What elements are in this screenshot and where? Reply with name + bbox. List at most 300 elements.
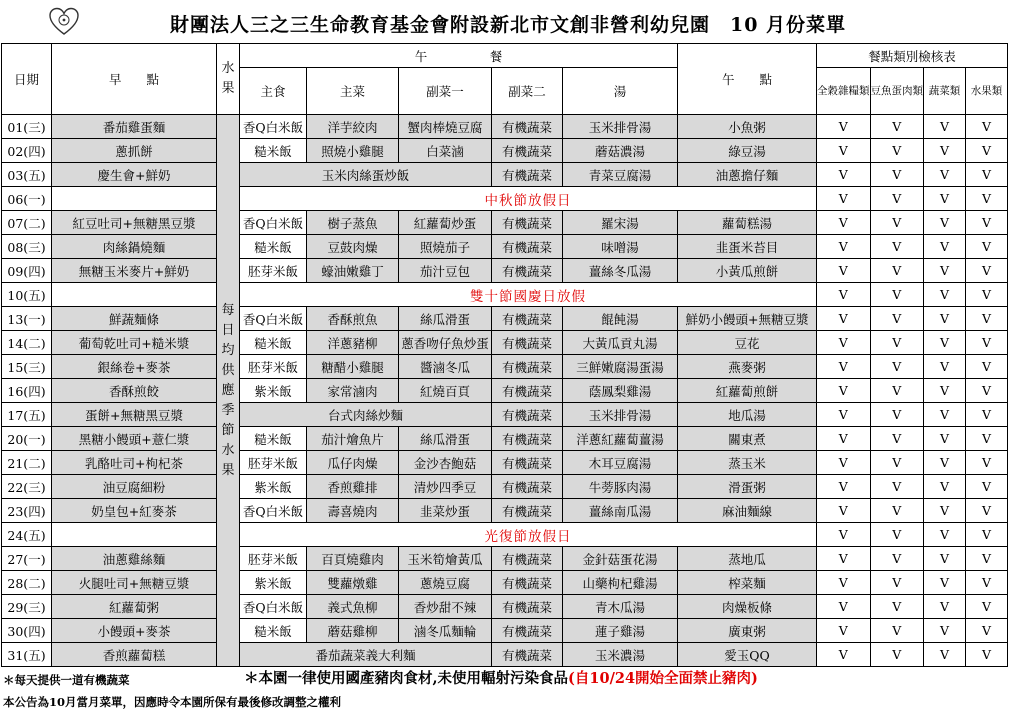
- check-grains-cell: V: [817, 379, 871, 403]
- soup-cell: 木耳豆腐湯: [563, 451, 678, 475]
- snack-cell: 蒸玉米: [678, 451, 817, 475]
- fruit-note: 每 日 均 供 應 季 節 水 果: [221, 302, 235, 478]
- soup-cell: 牛蒡豚肉湯: [563, 475, 678, 499]
- side2-cell: 有機蔬菜: [492, 115, 563, 139]
- menu-row: [2, 643, 1008, 667]
- check-protein-cell: V: [870, 259, 924, 283]
- check-grains-cell: V: [817, 139, 871, 163]
- side1-cell: 紅燒百頁: [399, 379, 492, 403]
- snack-cell: 愛玉QQ: [678, 643, 817, 667]
- check-protein-cell: V: [870, 307, 924, 331]
- side1-cell: 蟹肉棒燒豆腐: [399, 115, 492, 139]
- soup-cell: 蘑菇濃湯: [563, 139, 678, 163]
- side1-cell: 玉米筍燴黃瓜: [399, 547, 492, 571]
- holiday-row: [2, 283, 1008, 307]
- soup-cell: 金針菇蛋花湯: [563, 547, 678, 571]
- side1-cell: 白菜滷: [399, 139, 492, 163]
- soup-header: 湯: [563, 68, 678, 115]
- date-cell: 23(四): [2, 499, 52, 523]
- check-grains-cell: V: [817, 259, 871, 283]
- breakfast-cell: 葡萄乾吐司+糙米漿: [52, 331, 217, 355]
- snack-cell: 紅蘿蔔煎餅: [678, 379, 817, 403]
- date-cell: 17(五): [2, 403, 52, 427]
- date-cell: 28(二): [2, 571, 52, 595]
- pork-note-text: ＊本園一律使用國產豬肉食材,未使用輻射污染食品: [244, 670, 569, 687]
- pork-note: [244, 667, 758, 688]
- staple-header: 主食: [240, 68, 307, 115]
- check-protein-cell: V: [870, 187, 924, 211]
- main-cell: 瓜仔肉燥: [307, 451, 399, 475]
- breakfast-cell: 肉絲鍋燒麵: [52, 235, 217, 259]
- check-grains-cell: V: [817, 427, 871, 451]
- side2-cell: 有機蔬菜: [492, 163, 563, 187]
- breakfast-cell: 乳酪吐司+枸杞茶: [52, 451, 217, 475]
- check-protein-cell: V: [870, 523, 924, 547]
- check-grains-cell: V: [817, 163, 871, 187]
- soup-cell: 大黃瓜貢丸湯: [563, 331, 678, 355]
- main-cell: 香煎雞排: [307, 475, 399, 499]
- date-cell: 07(二): [2, 211, 52, 235]
- check-fruit-cell: V: [966, 307, 1008, 331]
- check-vegetable-cell: V: [924, 283, 966, 307]
- menu-row: [2, 595, 1008, 619]
- check-protein-cell: V: [870, 499, 924, 523]
- menu-row: [2, 211, 1008, 235]
- side2-cell: 有機蔬菜: [492, 619, 563, 643]
- snack-cell: 蘿蔔糕湯: [678, 211, 817, 235]
- breakfast-cell: [52, 283, 217, 307]
- breakfast-cell: 紅蘿蔔粥: [52, 595, 217, 619]
- staple-cell: 糙米飯: [240, 331, 307, 355]
- breakfast-cell: 銀絲卷+麥茶: [52, 355, 217, 379]
- side2-cell: 有機蔬菜: [492, 547, 563, 571]
- menu-row: [2, 115, 1008, 139]
- breakfast-cell: 奶皇包+紅麥茶: [52, 499, 217, 523]
- check-vegetable-cell: V: [924, 331, 966, 355]
- side1-cell: 照燒茄子: [399, 235, 492, 259]
- foundation-logo: [49, 7, 79, 37]
- check-fruit-cell: V: [966, 427, 1008, 451]
- side2-cell: 有機蔬菜: [492, 595, 563, 619]
- date-cell: 03(五): [2, 163, 52, 187]
- staple-cell: 香Q白米飯: [240, 307, 307, 331]
- main-cell: 糖醋小雞腿: [307, 355, 399, 379]
- check-protein-cell: V: [870, 163, 924, 187]
- menu-row: [2, 499, 1008, 523]
- staple-cell: 香Q白米飯: [240, 211, 307, 235]
- date-cell: 22(三): [2, 475, 52, 499]
- check-protein-cell: V: [870, 643, 924, 667]
- soup-cell: 玉米濃湯: [563, 643, 678, 667]
- breakfast-cell: [52, 523, 217, 547]
- check-protein-cell: V: [870, 283, 924, 307]
- menu-row: [2, 139, 1008, 163]
- check-protein-cell: V: [870, 451, 924, 475]
- check-grains-cell: V: [817, 619, 871, 643]
- main-cell: 蠔油嫩雞丁: [307, 259, 399, 283]
- soup-cell: 玉米排骨湯: [563, 115, 678, 139]
- snack-cell: 蒸地瓜: [678, 547, 817, 571]
- date-cell: 14(二): [2, 331, 52, 355]
- soup-cell: 青菜豆腐湯: [563, 163, 678, 187]
- check-fruit-cell: V: [966, 451, 1008, 475]
- date-cell: 02(四): [2, 139, 52, 163]
- soup-cell: 蓮子雞湯: [563, 619, 678, 643]
- check-vegetable-cell: V: [924, 451, 966, 475]
- check-vegetable-cell: V: [924, 499, 966, 523]
- breakfast-header: 早 點: [52, 44, 217, 115]
- check-grains-cell: V: [817, 523, 871, 547]
- organic-note: ＊每天提供一道有機蔬菜: [3, 673, 130, 687]
- staple-cell: 紫米飯: [240, 379, 307, 403]
- check-vegetable-cell: V: [924, 523, 966, 547]
- check-grains-cell: V: [817, 403, 871, 427]
- check-vegetable-cell: V: [924, 643, 966, 667]
- side2-cell: 有機蔬菜: [492, 235, 563, 259]
- check-fruit-cell: V: [966, 283, 1008, 307]
- menu-row: [2, 235, 1008, 259]
- holiday-row: [2, 523, 1008, 547]
- snack-cell: 鮮奶小饅頭+無糖豆漿: [678, 307, 817, 331]
- side1-cell: 香炒甜不辣: [399, 595, 492, 619]
- check-vegetable-cell: V: [924, 139, 966, 163]
- menu-row: [2, 163, 1008, 187]
- soup-cell: 餛飩湯: [563, 307, 678, 331]
- soup-cell: 三鮮嫩腐湯蛋湯: [563, 355, 678, 379]
- staple-cell: 糙米飯: [240, 235, 307, 259]
- breakfast-cell: 蛋餅+無糖黑豆漿: [52, 403, 217, 427]
- snack-cell: 滑蛋粥: [678, 475, 817, 499]
- date-header: 日期: [2, 44, 52, 115]
- menu-row: [2, 259, 1008, 283]
- date-cell: 29(三): [2, 595, 52, 619]
- menu-row: [2, 427, 1008, 451]
- main-cell: 照燒小雞腿: [307, 139, 399, 163]
- menu-row: [2, 451, 1008, 475]
- check-protein-cell: V: [870, 427, 924, 451]
- check-vegetable-cell: V: [924, 571, 966, 595]
- side2-cell: 有機蔬菜: [492, 499, 563, 523]
- side2-cell: 有機蔬菜: [492, 451, 563, 475]
- staple-cell: 紫米飯: [240, 475, 307, 499]
- holiday-label: 光復節放假日: [240, 523, 817, 547]
- side2-cell: 有機蔬菜: [492, 331, 563, 355]
- soup-cell: 蔭鳳梨雞湯: [563, 379, 678, 403]
- check-protein-cell: V: [870, 619, 924, 643]
- check-fruit-cell: V: [966, 379, 1008, 403]
- check-fruit-cell: V: [966, 331, 1008, 355]
- breakfast-cell: 油豆腐細粉: [52, 475, 217, 499]
- check-vegetable-cell: V: [924, 259, 966, 283]
- snack-cell: 綠豆湯: [678, 139, 817, 163]
- check-table-header: 餐點類別檢核表: [817, 44, 1008, 68]
- fruit-note-cell: [217, 115, 240, 667]
- breakfast-cell: 黑糖小饅頭+薏仁漿: [52, 427, 217, 451]
- fruit-header-text: 水 果: [221, 61, 235, 96]
- main-header: 主菜: [307, 68, 399, 115]
- side2-cell: 有機蔬菜: [492, 403, 563, 427]
- breakfast-cell: 香酥煎餃: [52, 379, 217, 403]
- side1-cell: 絲瓜滑蛋: [399, 307, 492, 331]
- check-fruit-cell: V: [966, 499, 1008, 523]
- main-cell: 雙蘿燉雞: [307, 571, 399, 595]
- check-grains-cell: V: [817, 283, 871, 307]
- side2-cell: 有機蔬菜: [492, 307, 563, 331]
- breakfast-cell: 小饅頭+麥茶: [52, 619, 217, 643]
- holiday-label: 中秋節放假日: [240, 187, 817, 211]
- breakfast-cell: 香煎蘿蔔糕: [52, 643, 217, 667]
- main-cell: 樹子蒸魚: [307, 211, 399, 235]
- menu-row: [2, 403, 1008, 427]
- side2-cell: 有機蔬菜: [492, 139, 563, 163]
- check-grains-cell: V: [817, 499, 871, 523]
- breakfast-cell: 紅豆吐司+無糖黑豆漿: [52, 211, 217, 235]
- staple-cell: 糙米飯: [240, 427, 307, 451]
- menu-row: [2, 571, 1008, 595]
- check-protein-cell: V: [870, 235, 924, 259]
- check-vegetable-cell: V: [924, 547, 966, 571]
- main-cell: 洋芋絞肉: [307, 115, 399, 139]
- soup-cell: 味噌湯: [563, 235, 678, 259]
- date-cell: 06(一): [2, 187, 52, 211]
- combo-meal-cell: 台式肉絲炒麵: [240, 403, 492, 427]
- final-note: 本公告為10月當月菜單，因應時令本園所保有最後修改調整之權利: [3, 695, 341, 709]
- check-protein-cell: V: [870, 331, 924, 355]
- side2-cell: 有機蔬菜: [492, 259, 563, 283]
- side1-cell: 紅蘿蔔炒蛋: [399, 211, 492, 235]
- side1-cell: 醬滷冬瓜: [399, 355, 492, 379]
- check-vegetable-cell: V: [924, 595, 966, 619]
- side1-cell: 韭菜炒蛋: [399, 499, 492, 523]
- lunch-header: 午 餐: [240, 44, 678, 68]
- main-cell: 蘑菇雞柳: [307, 619, 399, 643]
- staple-cell: 香Q白米飯: [240, 115, 307, 139]
- main-cell: 茄汁燴魚片: [307, 427, 399, 451]
- check-protein-cell: V: [870, 355, 924, 379]
- main-cell: 義式魚柳: [307, 595, 399, 619]
- snack-cell: 廣東粥: [678, 619, 817, 643]
- check-fruit-cell: V: [966, 211, 1008, 235]
- soup-cell: 薑絲冬瓜湯: [563, 259, 678, 283]
- menu-row: [2, 547, 1008, 571]
- check-grains-cell: V: [817, 187, 871, 211]
- menu-row: [2, 355, 1008, 379]
- soup-cell: 山藥枸杞雞湯: [563, 571, 678, 595]
- page-title: 財團法人三之三生命教育基金會附設新北市文創非營利幼兒園 10 月份菜單: [170, 14, 847, 36]
- snack-cell: 麻油麵線: [678, 499, 817, 523]
- check-fruit-cell: V: [966, 163, 1008, 187]
- side2-cell: 有機蔬菜: [492, 427, 563, 451]
- main-cell: 家常滷肉: [307, 379, 399, 403]
- check-grains-cell: V: [817, 595, 871, 619]
- breakfast-cell: [52, 187, 217, 211]
- snack-cell: 豆花: [678, 331, 817, 355]
- breakfast-cell: 油蔥雞絲麵: [52, 547, 217, 571]
- breakfast-cell: 慶生會+鮮奶: [52, 163, 217, 187]
- side1-cell: 金沙杏鮑菇: [399, 451, 492, 475]
- check-vegetable-cell: V: [924, 187, 966, 211]
- soup-cell: 羅宋湯: [563, 211, 678, 235]
- staple-cell: 香Q白米飯: [240, 499, 307, 523]
- check-grains-cell: V: [817, 235, 871, 259]
- date-cell: 15(三): [2, 355, 52, 379]
- staple-cell: 胚芽米飯: [240, 259, 307, 283]
- staple-cell: 香Q白米飯: [240, 595, 307, 619]
- check-protein-cell: V: [870, 379, 924, 403]
- main-cell: 壽喜燒肉: [307, 499, 399, 523]
- main-cell: 洋蔥豬柳: [307, 331, 399, 355]
- check-vegetable-cell: V: [924, 355, 966, 379]
- check-fruit-cell: V: [966, 259, 1008, 283]
- date-cell: 21(二): [2, 451, 52, 475]
- check-protein-cell: V: [870, 139, 924, 163]
- check-fruit-cell: V: [966, 139, 1008, 163]
- snack-header: 午 點: [678, 44, 817, 115]
- check-header-grains: 全穀雜糧類: [817, 68, 871, 115]
- side2-cell: 有機蔬菜: [492, 379, 563, 403]
- date-cell: 24(五): [2, 523, 52, 547]
- check-fruit-cell: V: [966, 235, 1008, 259]
- menu-table: [1, 43, 1008, 667]
- check-vegetable-cell: V: [924, 115, 966, 139]
- side1-cell: 清炒四季豆: [399, 475, 492, 499]
- check-vegetable-cell: V: [924, 475, 966, 499]
- date-cell: 10(五): [2, 283, 52, 307]
- combo-meal-cell: 玉米肉絲蛋炒飯: [240, 163, 492, 187]
- staple-cell: 胚芽米飯: [240, 547, 307, 571]
- date-cell: 20(一): [2, 427, 52, 451]
- check-protein-cell: V: [870, 403, 924, 427]
- side1-cell: 蔥燒豆腐: [399, 571, 492, 595]
- date-cell: 08(三): [2, 235, 52, 259]
- side1-cell: 滷冬瓜麵輪: [399, 619, 492, 643]
- menu-row: [2, 331, 1008, 355]
- date-cell: 13(一): [2, 307, 52, 331]
- check-header-fruit: 水果類: [966, 68, 1008, 115]
- check-vegetable-cell: V: [924, 307, 966, 331]
- check-grains-cell: V: [817, 307, 871, 331]
- check-fruit-cell: V: [966, 571, 1008, 595]
- side2-cell: 有機蔬菜: [492, 355, 563, 379]
- check-vegetable-cell: V: [924, 163, 966, 187]
- breakfast-cell: 無糖玉米麥片+鮮奶: [52, 259, 217, 283]
- check-fruit-cell: V: [966, 619, 1008, 643]
- main-cell: 豆鼓肉燥: [307, 235, 399, 259]
- side2-header: 副菜二: [492, 68, 563, 115]
- soup-cell: 玉米排骨湯: [563, 403, 678, 427]
- check-grains-cell: V: [817, 547, 871, 571]
- check-vegetable-cell: V: [924, 403, 966, 427]
- date-cell: 30(四): [2, 619, 52, 643]
- soup-cell: 洋蔥紅蘿蔔薑湯: [563, 427, 678, 451]
- side1-cell: 蔥香吻仔魚炒蛋: [399, 331, 492, 355]
- check-protein-cell: V: [870, 211, 924, 235]
- check-header-protein: 豆魚蛋肉類: [870, 68, 924, 115]
- staple-cell: 胚芽米飯: [240, 355, 307, 379]
- combo-meal-cell: 番茄蔬菜義大利麵: [240, 643, 492, 667]
- check-protein-cell: V: [870, 595, 924, 619]
- snack-cell: 小魚粥: [678, 115, 817, 139]
- snack-cell: 燕麥粥: [678, 355, 817, 379]
- menu-row: [2, 475, 1008, 499]
- date-cell: 27(一): [2, 547, 52, 571]
- check-grains-cell: V: [817, 571, 871, 595]
- breakfast-cell: 鮮蔬麵條: [52, 307, 217, 331]
- check-grains-cell: V: [817, 355, 871, 379]
- check-fruit-cell: V: [966, 475, 1008, 499]
- snack-cell: 地瓜湯: [678, 403, 817, 427]
- holiday-row: [2, 187, 1008, 211]
- snack-cell: 肉燥板條: [678, 595, 817, 619]
- staple-cell: 紫米飯: [240, 571, 307, 595]
- check-fruit-cell: V: [966, 547, 1008, 571]
- staple-cell: 糙米飯: [240, 619, 307, 643]
- staple-cell: 糙米飯: [240, 139, 307, 163]
- check-protein-cell: V: [870, 547, 924, 571]
- side2-cell: 有機蔬菜: [492, 571, 563, 595]
- check-protein-cell: V: [870, 115, 924, 139]
- check-vegetable-cell: V: [924, 619, 966, 643]
- check-grains-cell: V: [817, 331, 871, 355]
- side1-header: 副菜一: [399, 68, 492, 115]
- check-vegetable-cell: V: [924, 235, 966, 259]
- breakfast-cell: 蔥抓餅: [52, 139, 217, 163]
- side1-cell: 絲瓜滑蛋: [399, 427, 492, 451]
- check-fruit-cell: V: [966, 187, 1008, 211]
- breakfast-cell: 番茄雞蛋麵: [52, 115, 217, 139]
- check-fruit-cell: V: [966, 643, 1008, 667]
- date-cell: 16(四): [2, 379, 52, 403]
- snack-cell: 油蔥擔仔麵: [678, 163, 817, 187]
- check-fruit-cell: V: [966, 403, 1008, 427]
- side2-cell: 有機蔬菜: [492, 211, 563, 235]
- holiday-label: 雙十節國慶日放假: [240, 283, 817, 307]
- menu-row: [2, 619, 1008, 643]
- soup-cell: 薑絲南瓜湯: [563, 499, 678, 523]
- check-fruit-cell: V: [966, 523, 1008, 547]
- menu-row: [2, 307, 1008, 331]
- check-fruit-cell: V: [966, 115, 1008, 139]
- snack-cell: 榨菜麵: [678, 571, 817, 595]
- date-cell: 09(四): [2, 259, 52, 283]
- snack-cell: 韭蛋米苔目: [678, 235, 817, 259]
- check-protein-cell: V: [870, 571, 924, 595]
- side2-cell: 有機蔬菜: [492, 475, 563, 499]
- fruit-header: [217, 44, 240, 115]
- check-vegetable-cell: V: [924, 211, 966, 235]
- menu-row: [2, 379, 1008, 403]
- breakfast-cell: 火腿吐司+無糖豆漿: [52, 571, 217, 595]
- soup-cell: 青木瓜湯: [563, 595, 678, 619]
- side2-cell: 有機蔬菜: [492, 643, 563, 667]
- check-grains-cell: V: [817, 475, 871, 499]
- main-cell: 百頁燒雞肉: [307, 547, 399, 571]
- page-header: [0, 0, 1014, 42]
- check-vegetable-cell: V: [924, 379, 966, 403]
- check-fruit-cell: V: [966, 355, 1008, 379]
- snack-cell: 小黃瓜煎餅: [678, 259, 817, 283]
- check-header-vegetable: 蔬菜類: [924, 68, 966, 115]
- side1-cell: 茄汁豆包: [399, 259, 492, 283]
- check-grains-cell: V: [817, 451, 871, 475]
- check-fruit-cell: V: [966, 595, 1008, 619]
- snack-cell: 關東煮: [678, 427, 817, 451]
- check-vegetable-cell: V: [924, 427, 966, 451]
- check-protein-cell: V: [870, 475, 924, 499]
- main-cell: 香酥煎魚: [307, 307, 399, 331]
- check-grains-cell: V: [817, 115, 871, 139]
- check-grains-cell: V: [817, 211, 871, 235]
